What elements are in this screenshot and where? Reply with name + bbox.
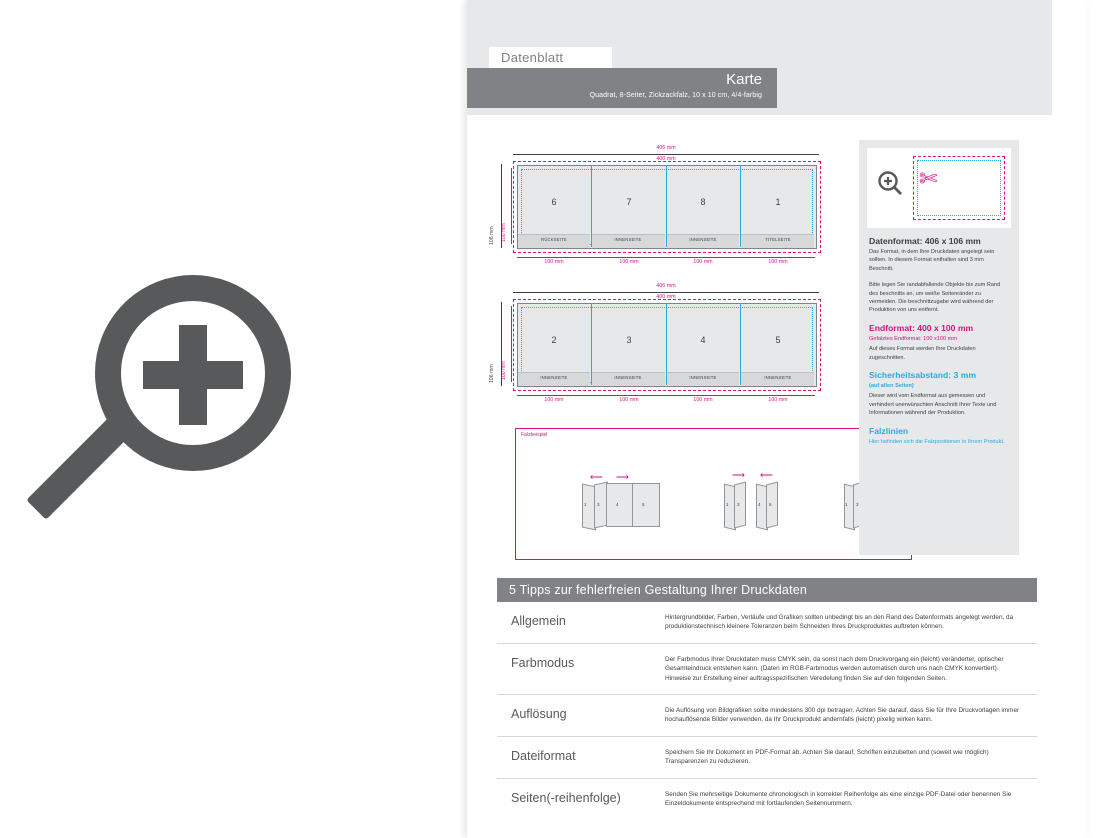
tab-datenblatt-label: Datenblatt: [501, 50, 564, 65]
info-heading-endformat: Endformat: 400 x 100 mm: [869, 322, 974, 333]
tips-row: [497, 737, 1037, 779]
sheet-a-bleed-height-label: 106 mm: [489, 226, 495, 245]
tips-heading: 5 Tipps zur fehlerfreien Gestaltung Ihrer Druckdaten: [497, 578, 1037, 602]
info-text: [859, 236, 1019, 464]
fold-arrow-right-icon: ⟶: [616, 472, 629, 482]
sheet-b-page-label: INNENSEITE: [689, 375, 717, 380]
fold-panel-label: 4: [758, 502, 761, 507]
title-block: [467, 68, 777, 108]
fold-panel-label: 4: [616, 502, 619, 507]
fold-panel: [766, 482, 778, 529]
sheet-b-bleed-width-label: 406 mm: [656, 283, 676, 289]
sheet-a-page-label: RÜCKSEITE: [541, 237, 567, 242]
sheet-b-panel-width: 100 mm: [768, 397, 788, 403]
fold-panel: [632, 483, 660, 527]
sheet-b-panel-width: 100 mm: [693, 397, 713, 403]
fold-panel-label: 5: [642, 502, 645, 507]
fold-panel-label: 1: [845, 502, 848, 507]
tips-definition: Senden Sie mehrseitige Dokumente chronologisch in korrekter Reihenfolge als eine einzige PDF-Datei oder benennen Sie Einzeldokumente entsprechend mit fortlaufenden Seitennummern.: [665, 790, 1012, 808]
fold-panel-label: 1: [584, 502, 587, 507]
tips-term: Allgemein: [511, 614, 566, 628]
page-subtitle: Quadrat, 8-Seiter, Zickzackfalz, 10 x 10 cm, 4/4-farbig: [589, 92, 762, 99]
sheet-b-page-number: 2: [551, 335, 557, 345]
info-paragraph: Gefalztes Endformat: 100 x100 mm: [869, 335, 957, 342]
magnifier-plus-icon: [877, 170, 903, 196]
tips-definition: Der Farbmodus Ihrer Druckdaten muss CMYK sein, da sonst nach dem Druckvorgang ein (leicht) veränderter, optischer Gesamteindruck entstehen kann. (Daten im RGB-Farbmodus werden automatisch durch uns nach CMYK konvertiert). Hinweise zur Erstellung einer auftragsspezifischen Veredelung finden Sie auf den folgenden Seiten.: [665, 655, 1004, 682]
info-paragraph: Hier befinden sich die Falzpositionen in Ihrem Produkt.: [869, 438, 1005, 445]
sheet-b-page-number: 5: [775, 335, 781, 345]
sheet-b-panel-width-line: [517, 395, 815, 396]
fold-panel: [734, 482, 746, 529]
page-right-margin: [1052, 0, 1087, 838]
tips-row: [497, 644, 1037, 695]
info-paragraph: Auf dieses Format werden Ihre Druckdaten zugeschnitten.: [869, 346, 976, 361]
magnifier-plus-icon: [95, 275, 310, 560]
sheet-a-page-number: 1: [775, 197, 781, 207]
info-paragraph: Bitte legen Sie randabfallende Objekte bis zum Rand des beschnitts an, um weiße Seitenränder zu vermeiden. Die beschnittzugabe wird während der Produktion von uns entfernt.: [869, 282, 1001, 314]
info-preview: [867, 148, 1011, 228]
sheet-a-page-label: INNENSEITE: [614, 237, 642, 242]
tips-row: [497, 602, 1037, 644]
fold-panel-label: 3: [737, 502, 740, 507]
tips-definition: Die Auflösung von Bildgrafiken sollte mindestens 300 dpi betragen. Achten Sie darauf, dass Sie für Ihre Druckvorlagen immer hochauflösende Bilder verwenden, da Ihr Druckprodukt andernfalls (leicht) pixelig wirken kann.: [665, 707, 1020, 724]
fold-arrow-right-icon: ⟶: [732, 470, 745, 480]
tips-term: Farbmodus: [511, 655, 575, 670]
fold-panel-label: 1: [726, 502, 729, 507]
sheet-a-page-number: 6: [551, 197, 557, 207]
sheet-a-panel-width: 100 mm: [544, 259, 564, 265]
sheet-b-trim-width-label: 400 mm: [656, 294, 676, 300]
tips-definition: Hintergrundbilder, Farben, Verläufe und Grafiken sollten unbedingt bis an den Rand des Datenformats angelegt werden, da produktionstechnisch kleinere Toleranzen beim Schneiden Ihres Druckproduktes auftreten können.: [665, 614, 1014, 631]
fold-panel-label: 3: [597, 502, 600, 507]
page-title: Karte: [726, 71, 762, 88]
fold-example-box: [515, 428, 912, 560]
sheet-b-bleed-width-line: [513, 292, 819, 293]
fold-panel-label: 6: [769, 502, 772, 507]
sheet-a-trim-height-line: [511, 168, 512, 244]
info-heading-sicherheitsabstand: Sicherheitsabstand: 3 mm: [869, 370, 976, 381]
datasheet-page: [467, 0, 1087, 838]
sheet-a-bleed-width-line: [513, 154, 819, 155]
tips-definition: Speichern Sie Ihr Dokument im PDF-Format ab. Achten Sie darauf, Schriften einzubetten und (soweit wie möglich) Transparenzen zu reduzieren.: [665, 748, 989, 766]
info-heading-falzlinien: Falzlinien: [869, 425, 909, 436]
fold-panel: [606, 483, 634, 527]
sheet-b-page-number: 3: [626, 335, 632, 345]
sheet-b-page-label: INNENSEITE: [764, 375, 792, 380]
sheet-a-page-label: TITELSEITE: [765, 237, 791, 242]
sheet-b-page-label: INNENSEITE: [540, 375, 568, 380]
info-paragraph: Das Format, in dem Ihre Druckdaten angelegt sein sollten. In diesem Format enthalten sind 3 mm Beschnitt.: [869, 249, 995, 272]
fold-panel-label: 3: [856, 502, 859, 507]
sheet-b-page-number: 4: [700, 335, 706, 345]
info-paragraph: Dieser wird vom Endformat aus gemessen und verhindert unerwünschten Anschnitt Ihrer Texte und Informationen während der Produktion.: [869, 393, 997, 417]
sheet-b-bleed-height-label: 106 mm: [489, 364, 495, 383]
sheet-b-page-label: INNENSEITE: [614, 375, 642, 380]
tips-section: [497, 578, 1037, 819]
sheet-a-panel-width: 100 mm: [693, 259, 713, 265]
sheet-a-panel-width: 100 mm: [619, 259, 639, 265]
sheet-b-trim-height-line: [511, 306, 512, 382]
sheet-a-panel-width: 100 mm: [768, 259, 788, 265]
sheet-a-page-number: 8: [700, 197, 706, 207]
info-panel: [859, 140, 1019, 555]
tips-term: Auflösung: [511, 707, 567, 722]
tips-term: Dateiformat: [511, 748, 576, 763]
sheet-a-trim-width-label: 400 mm: [656, 156, 676, 162]
sheet-a-trim-height-label: 100 mm: [501, 223, 507, 242]
sheet-b-panel-width: 100 mm: [619, 397, 639, 403]
tips-row: [497, 695, 1037, 737]
sheet-a-bleed-width-label: 406 mm: [656, 145, 676, 151]
scissors-icon: ✄: [919, 166, 938, 191]
info-heading-datenformat: Datenformat: 406 x 106 mm: [869, 236, 981, 246]
fold-arrow-left-icon: ⟵: [590, 472, 603, 482]
sheet-a-panel-width-line: [517, 257, 815, 258]
fold-arrow-left-icon: ⟵: [760, 470, 773, 480]
sheet-b-panel-width: 100 mm: [544, 397, 564, 403]
info-paragraph: (auf allen Seiten): [869, 383, 914, 390]
tab-datenblatt[interactable]: [489, 47, 612, 69]
tips-term: Seiten(-reihenfolge): [511, 790, 621, 805]
sheet-b-trim-height-label: 100 mm: [501, 361, 507, 380]
sheet-a-page-number: 7: [626, 197, 632, 207]
tips-row: [497, 779, 1037, 820]
sheet-a-page-label: INNENSEITE: [689, 237, 717, 242]
technical-drawing: [467, 115, 1052, 555]
magnifier-plus-vertical: [179, 325, 207, 425]
fold-example-caption: Falzbeispiel: [521, 432, 548, 438]
